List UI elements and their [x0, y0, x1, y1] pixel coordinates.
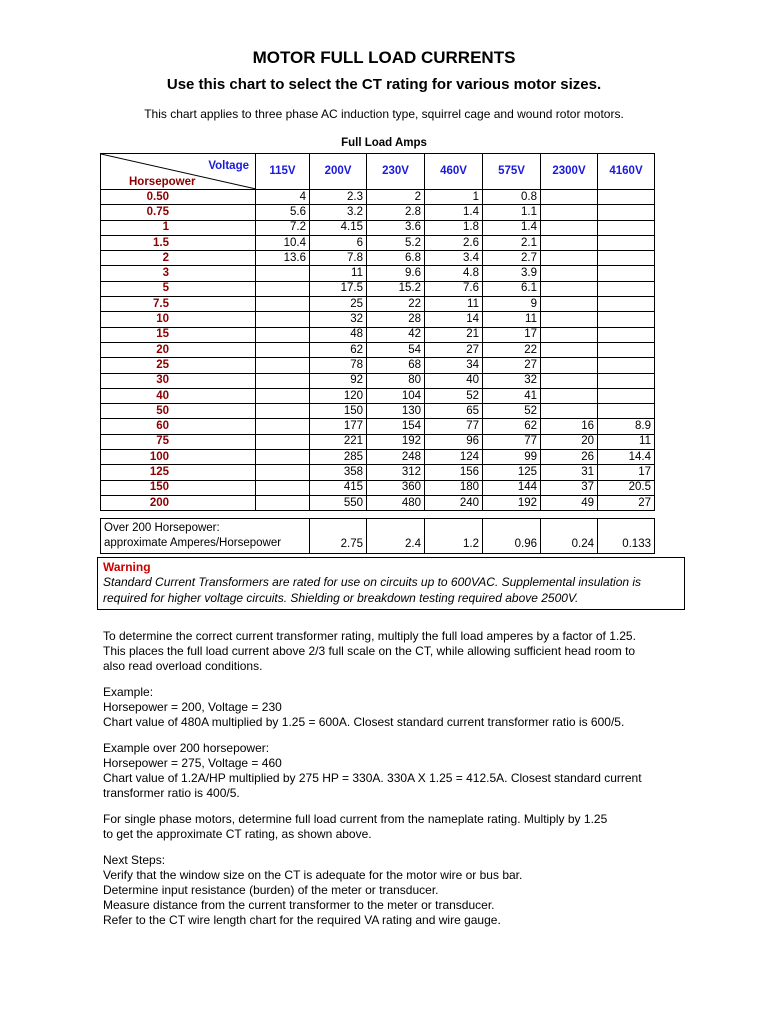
amps-cell: 154 [367, 419, 425, 434]
amps-cell: 0.8 [483, 190, 541, 205]
amps-cell: 285 [310, 450, 367, 465]
amps-cell [598, 220, 655, 235]
amps-cell: 156 [425, 465, 483, 480]
amps-cell: 6.8 [367, 251, 425, 266]
amps-cell [541, 342, 598, 357]
table-row [101, 342, 655, 357]
amps-cell: 11 [598, 434, 655, 449]
amps-cell: 49 [541, 495, 598, 510]
amps-cell [541, 205, 598, 220]
amps-cell [541, 251, 598, 266]
amps-cell: 41 [483, 388, 541, 403]
amps-cell: 10.4 [256, 235, 310, 250]
amps-cell [256, 266, 310, 281]
instruction-line: also read overload conditions. [103, 659, 263, 673]
amps-cell: 27 [425, 342, 483, 357]
amps-cell: 32 [483, 373, 541, 388]
amps-cell: 80 [367, 373, 425, 388]
amps-cell: 37 [541, 480, 598, 495]
horsepower-cell: 5 [101, 281, 256, 296]
voltage-header-4160v: 4160V [598, 154, 655, 190]
amps-cell [541, 373, 598, 388]
instruction-line: Example: [103, 685, 154, 699]
table-row [101, 220, 655, 235]
amps-cell: 5.2 [367, 235, 425, 250]
horsepower-cell: 0.50 [101, 190, 256, 205]
instruction-line: Refer to the CT wire length chart for the required VA rating and wire gauge. [103, 913, 501, 927]
instruction-paragraph [103, 629, 683, 674]
voltage-header-230v: 230V [367, 154, 425, 190]
amps-cell: 4 [256, 190, 310, 205]
amps-cell [256, 373, 310, 388]
amps-cell [598, 266, 655, 281]
amps-cell: 120 [310, 388, 367, 403]
amps-cell [598, 327, 655, 342]
amps-per-hp-cell: 2.75 [310, 519, 367, 554]
table-row [101, 205, 655, 220]
amps-cell: 65 [425, 404, 483, 419]
amps-cell: 54 [367, 342, 425, 357]
amps-cell [598, 388, 655, 403]
amps-cell [256, 358, 310, 373]
amps-cell [541, 235, 598, 250]
amps-cell [256, 388, 310, 403]
amps-cell: 2.8 [367, 205, 425, 220]
instruction-line: Horsepower = 275, Voltage = 460 [103, 756, 282, 770]
amps-cell: 130 [367, 404, 425, 419]
instruction-line: Horsepower = 200, Voltage = 230 [103, 700, 282, 714]
table-row [101, 404, 655, 419]
amps-cell: 31 [541, 465, 598, 480]
horsepower-cell: 75 [101, 434, 256, 449]
amps-cell: 14 [425, 312, 483, 327]
horsepower-cell: 10 [101, 312, 256, 327]
full-load-amps-table [100, 153, 655, 511]
horsepower-cell: 100 [101, 450, 256, 465]
horsepower-cell: 7.5 [101, 297, 256, 312]
instruction-line: transformer ratio is 400/5. [103, 786, 240, 800]
voltage-header-2300v: 2300V [541, 154, 598, 190]
amps-cell [541, 266, 598, 281]
amps-cell: 2.7 [483, 251, 541, 266]
amps-cell: 27 [483, 358, 541, 373]
amps-cell: 312 [367, 465, 425, 480]
table-row [101, 327, 655, 342]
amps-cell: 4.15 [310, 220, 367, 235]
table-row [101, 251, 655, 266]
amps-cell: 4.8 [425, 266, 483, 281]
amps-cell: 360 [367, 480, 425, 495]
voltage-header-200v: 200V [310, 154, 367, 190]
amps-cell: 77 [425, 419, 483, 434]
table-row [101, 266, 655, 281]
amps-cell [598, 190, 655, 205]
amps-cell [256, 312, 310, 327]
amps-cell: 13.6 [256, 251, 310, 266]
table-row [101, 358, 655, 373]
amps-cell: 2.6 [425, 235, 483, 250]
amps-cell: 52 [425, 388, 483, 403]
amps-cell [598, 358, 655, 373]
amps-cell [256, 327, 310, 342]
amps-cell [598, 205, 655, 220]
amps-cell: 15.2 [367, 281, 425, 296]
horsepower-cell: 50 [101, 404, 256, 419]
instruction-paragraph [103, 685, 683, 730]
amps-cell [541, 358, 598, 373]
amps-cell [541, 404, 598, 419]
horsepower-cell: 30 [101, 373, 256, 388]
amps-cell: 26 [541, 450, 598, 465]
amps-cell [541, 297, 598, 312]
voltage-header-460v: 460V [425, 154, 483, 190]
amps-cell: 1 [425, 190, 483, 205]
instruction-line: Chart value of 480A multiplied by 1.25 = 600A. Closest standard current transformer ratio is 600/5. [103, 715, 625, 729]
amps-cell: 192 [483, 495, 541, 510]
amps-per-hp-cell: 0.133 [598, 519, 655, 554]
warning-line: Standard Current Transformers are rated for use on circuits up to 600VAC. Supplemental insulation is [103, 575, 642, 589]
instruction-paragraph [103, 741, 683, 801]
horsepower-cell: 125 [101, 465, 256, 480]
applies-note: This chart applies to three phase AC induction type, squirrel cage and wound rotor motors. [144, 107, 624, 121]
amps-cell: 17.5 [310, 281, 367, 296]
instruction-line: For single phase motors, determine full load current from the nameplate rating. Multiply by 1.25 [103, 812, 608, 826]
amps-cell: 240 [425, 495, 483, 510]
instruction-line: Verify that the window size on the CT is adequate for the motor wire or bus bar. [103, 868, 523, 882]
amps-cell: 221 [310, 434, 367, 449]
amps-cell: 78 [310, 358, 367, 373]
header-corner-cell [101, 154, 256, 190]
amps-cell: 48 [310, 327, 367, 342]
amps-cell [256, 297, 310, 312]
amps-cell: 40 [425, 373, 483, 388]
amps-per-hp-cell: 2.4 [367, 519, 425, 554]
horsepower-cell: 20 [101, 342, 256, 357]
amps-cell: 68 [367, 358, 425, 373]
amps-cell: 192 [367, 434, 425, 449]
amps-cell: 180 [425, 480, 483, 495]
over-200-line2: approximate Amperes/Horsepower [104, 537, 282, 549]
instruction-paragraph [103, 853, 683, 928]
amps-cell: 1.1 [483, 205, 541, 220]
table-row [101, 297, 655, 312]
amps-cell: 92 [310, 373, 367, 388]
amps-cell: 480 [367, 495, 425, 510]
amps-cell: 52 [483, 404, 541, 419]
voltage-label: Voltage [208, 160, 249, 172]
page-title: MOTOR FULL LOAD CURRENTS [252, 48, 516, 67]
table-row [101, 434, 655, 449]
amps-cell [256, 465, 310, 480]
amps-cell: 124 [425, 450, 483, 465]
table-row [101, 495, 655, 510]
amps-cell [598, 342, 655, 357]
amps-cell [541, 281, 598, 296]
amps-cell: 177 [310, 419, 367, 434]
warning-line: required for higher voltage circuits. Shielding or breakdown testing required above 2500V. [103, 591, 579, 605]
amps-cell: 11 [425, 297, 483, 312]
amps-cell: 3.4 [425, 251, 483, 266]
amps-cell: 5.6 [256, 205, 310, 220]
amps-per-hp-cell: 1.2 [425, 519, 483, 554]
amps-cell: 7.6 [425, 281, 483, 296]
horsepower-cell: 25 [101, 358, 256, 373]
amps-cell: 415 [310, 480, 367, 495]
amps-per-hp-cell: 0.96 [483, 519, 541, 554]
amps-cell: 11 [310, 266, 367, 281]
amps-cell: 3.9 [483, 266, 541, 281]
amps-cell [256, 419, 310, 434]
instruction-line: Chart value of 1.2A/HP multiplied by 275 HP = 330A. 330A X 1.25 = 412.5A. Closest standard current [103, 771, 642, 785]
instruction-line: Determine input resistance (burden) of the meter or transducer. [103, 883, 439, 897]
amps-cell: 14.4 [598, 450, 655, 465]
warning-title: Warning [103, 560, 151, 574]
amps-cell: 28 [367, 312, 425, 327]
amps-cell: 9.6 [367, 266, 425, 281]
amps-cell: 27 [598, 495, 655, 510]
horsepower-cell: 2 [101, 251, 256, 266]
amps-cell: 22 [483, 342, 541, 357]
amps-cell [598, 297, 655, 312]
amps-cell: 6 [310, 235, 367, 250]
table-row [101, 419, 655, 434]
amps-cell [256, 281, 310, 296]
amps-cell [598, 312, 655, 327]
amps-cell: 358 [310, 465, 367, 480]
amps-cell: 104 [367, 388, 425, 403]
instruction-line: to get the approximate CT rating, as shown above. [103, 827, 372, 841]
amps-cell: 125 [483, 465, 541, 480]
amps-cell: 1.4 [425, 205, 483, 220]
instruction-paragraph [103, 812, 683, 842]
table-caption: Full Load Amps [341, 137, 427, 149]
amps-cell [598, 373, 655, 388]
amps-cell: 32 [310, 312, 367, 327]
horsepower-cell: 200 [101, 495, 256, 510]
amps-cell [598, 281, 655, 296]
amps-cell [541, 388, 598, 403]
amps-cell: 20 [541, 434, 598, 449]
amps-cell [541, 327, 598, 342]
amps-cell: 1.8 [425, 220, 483, 235]
over-200-label [101, 519, 310, 554]
table-row [101, 450, 655, 465]
amps-cell: 62 [310, 342, 367, 357]
table-row [101, 190, 655, 205]
amps-cell [541, 220, 598, 235]
over-200-line1: Over 200 Horsepower: [104, 522, 220, 534]
amps-cell: 21 [425, 327, 483, 342]
horsepower-cell: 1 [101, 220, 256, 235]
amps-cell: 2 [367, 190, 425, 205]
table-row [101, 373, 655, 388]
amps-cell: 3.2 [310, 205, 367, 220]
table-row [101, 235, 655, 250]
amps-cell: 7.8 [310, 251, 367, 266]
instruction-line: Measure distance from the current transformer to the meter or transducer. [103, 898, 495, 912]
amps-cell: 8.9 [598, 419, 655, 434]
amps-cell [541, 312, 598, 327]
amps-cell: 11 [483, 312, 541, 327]
amps-cell [541, 190, 598, 205]
amps-cell: 3.6 [367, 220, 425, 235]
amps-cell [256, 434, 310, 449]
amps-cell [256, 404, 310, 419]
table-row [101, 281, 655, 296]
instruction-line: To determine the correct current transformer rating, multiply the full load amperes by a factor of 1.25. [103, 629, 636, 643]
amps-cell: 248 [367, 450, 425, 465]
amps-cell: 9 [483, 297, 541, 312]
amps-cell: 2.3 [310, 190, 367, 205]
amps-cell: 62 [483, 419, 541, 434]
amps-cell: 550 [310, 495, 367, 510]
instructions-text [103, 629, 683, 939]
amps-cell [256, 450, 310, 465]
amps-cell: 20.5 [598, 480, 655, 495]
amps-cell: 150 [310, 404, 367, 419]
horsepower-label: Horsepower [129, 176, 196, 188]
instruction-line: Next Steps: [103, 853, 166, 867]
amps-cell [598, 251, 655, 266]
amps-cell: 7.2 [256, 220, 310, 235]
amps-cell: 25 [310, 297, 367, 312]
amps-cell: 6.1 [483, 281, 541, 296]
over-200-table [100, 518, 655, 554]
table-row [101, 312, 655, 327]
amps-cell: 17 [598, 465, 655, 480]
amps-cell: 22 [367, 297, 425, 312]
instruction-line: This places the full load current above 2/3 full scale on the CT, while allowing sufficient head room to [103, 644, 636, 658]
amps-per-hp-cell: 0.24 [541, 519, 598, 554]
warning-box [97, 557, 685, 610]
amps-cell: 99 [483, 450, 541, 465]
horsepower-cell: 3 [101, 266, 256, 281]
amps-cell [256, 495, 310, 510]
table-row [101, 388, 655, 403]
amps-cell: 77 [483, 434, 541, 449]
amps-cell: 42 [367, 327, 425, 342]
amps-cell: 96 [425, 434, 483, 449]
amps-cell [256, 342, 310, 357]
table-row [101, 480, 655, 495]
voltage-header-575v: 575V [483, 154, 541, 190]
amps-cell: 1.4 [483, 220, 541, 235]
amps-cell: 16 [541, 419, 598, 434]
amps-cell [598, 404, 655, 419]
horsepower-cell: 150 [101, 480, 256, 495]
instruction-line: Example over 200 horsepower: [103, 741, 270, 755]
table-row [101, 465, 655, 480]
horsepower-cell: 1.5 [101, 235, 256, 250]
amps-cell [256, 480, 310, 495]
voltage-header-115v: 115V [256, 154, 310, 190]
amps-cell: 17 [483, 327, 541, 342]
horsepower-cell: 15 [101, 327, 256, 342]
page-subtitle: Use this chart to select the CT rating for various motor sizes. [166, 76, 602, 93]
horsepower-cell: 0.75 [101, 205, 256, 220]
horsepower-cell: 60 [101, 419, 256, 434]
amps-cell: 144 [483, 480, 541, 495]
amps-cell: 34 [425, 358, 483, 373]
amps-cell [598, 235, 655, 250]
horsepower-cell: 40 [101, 388, 256, 403]
amps-cell: 2.1 [483, 235, 541, 250]
